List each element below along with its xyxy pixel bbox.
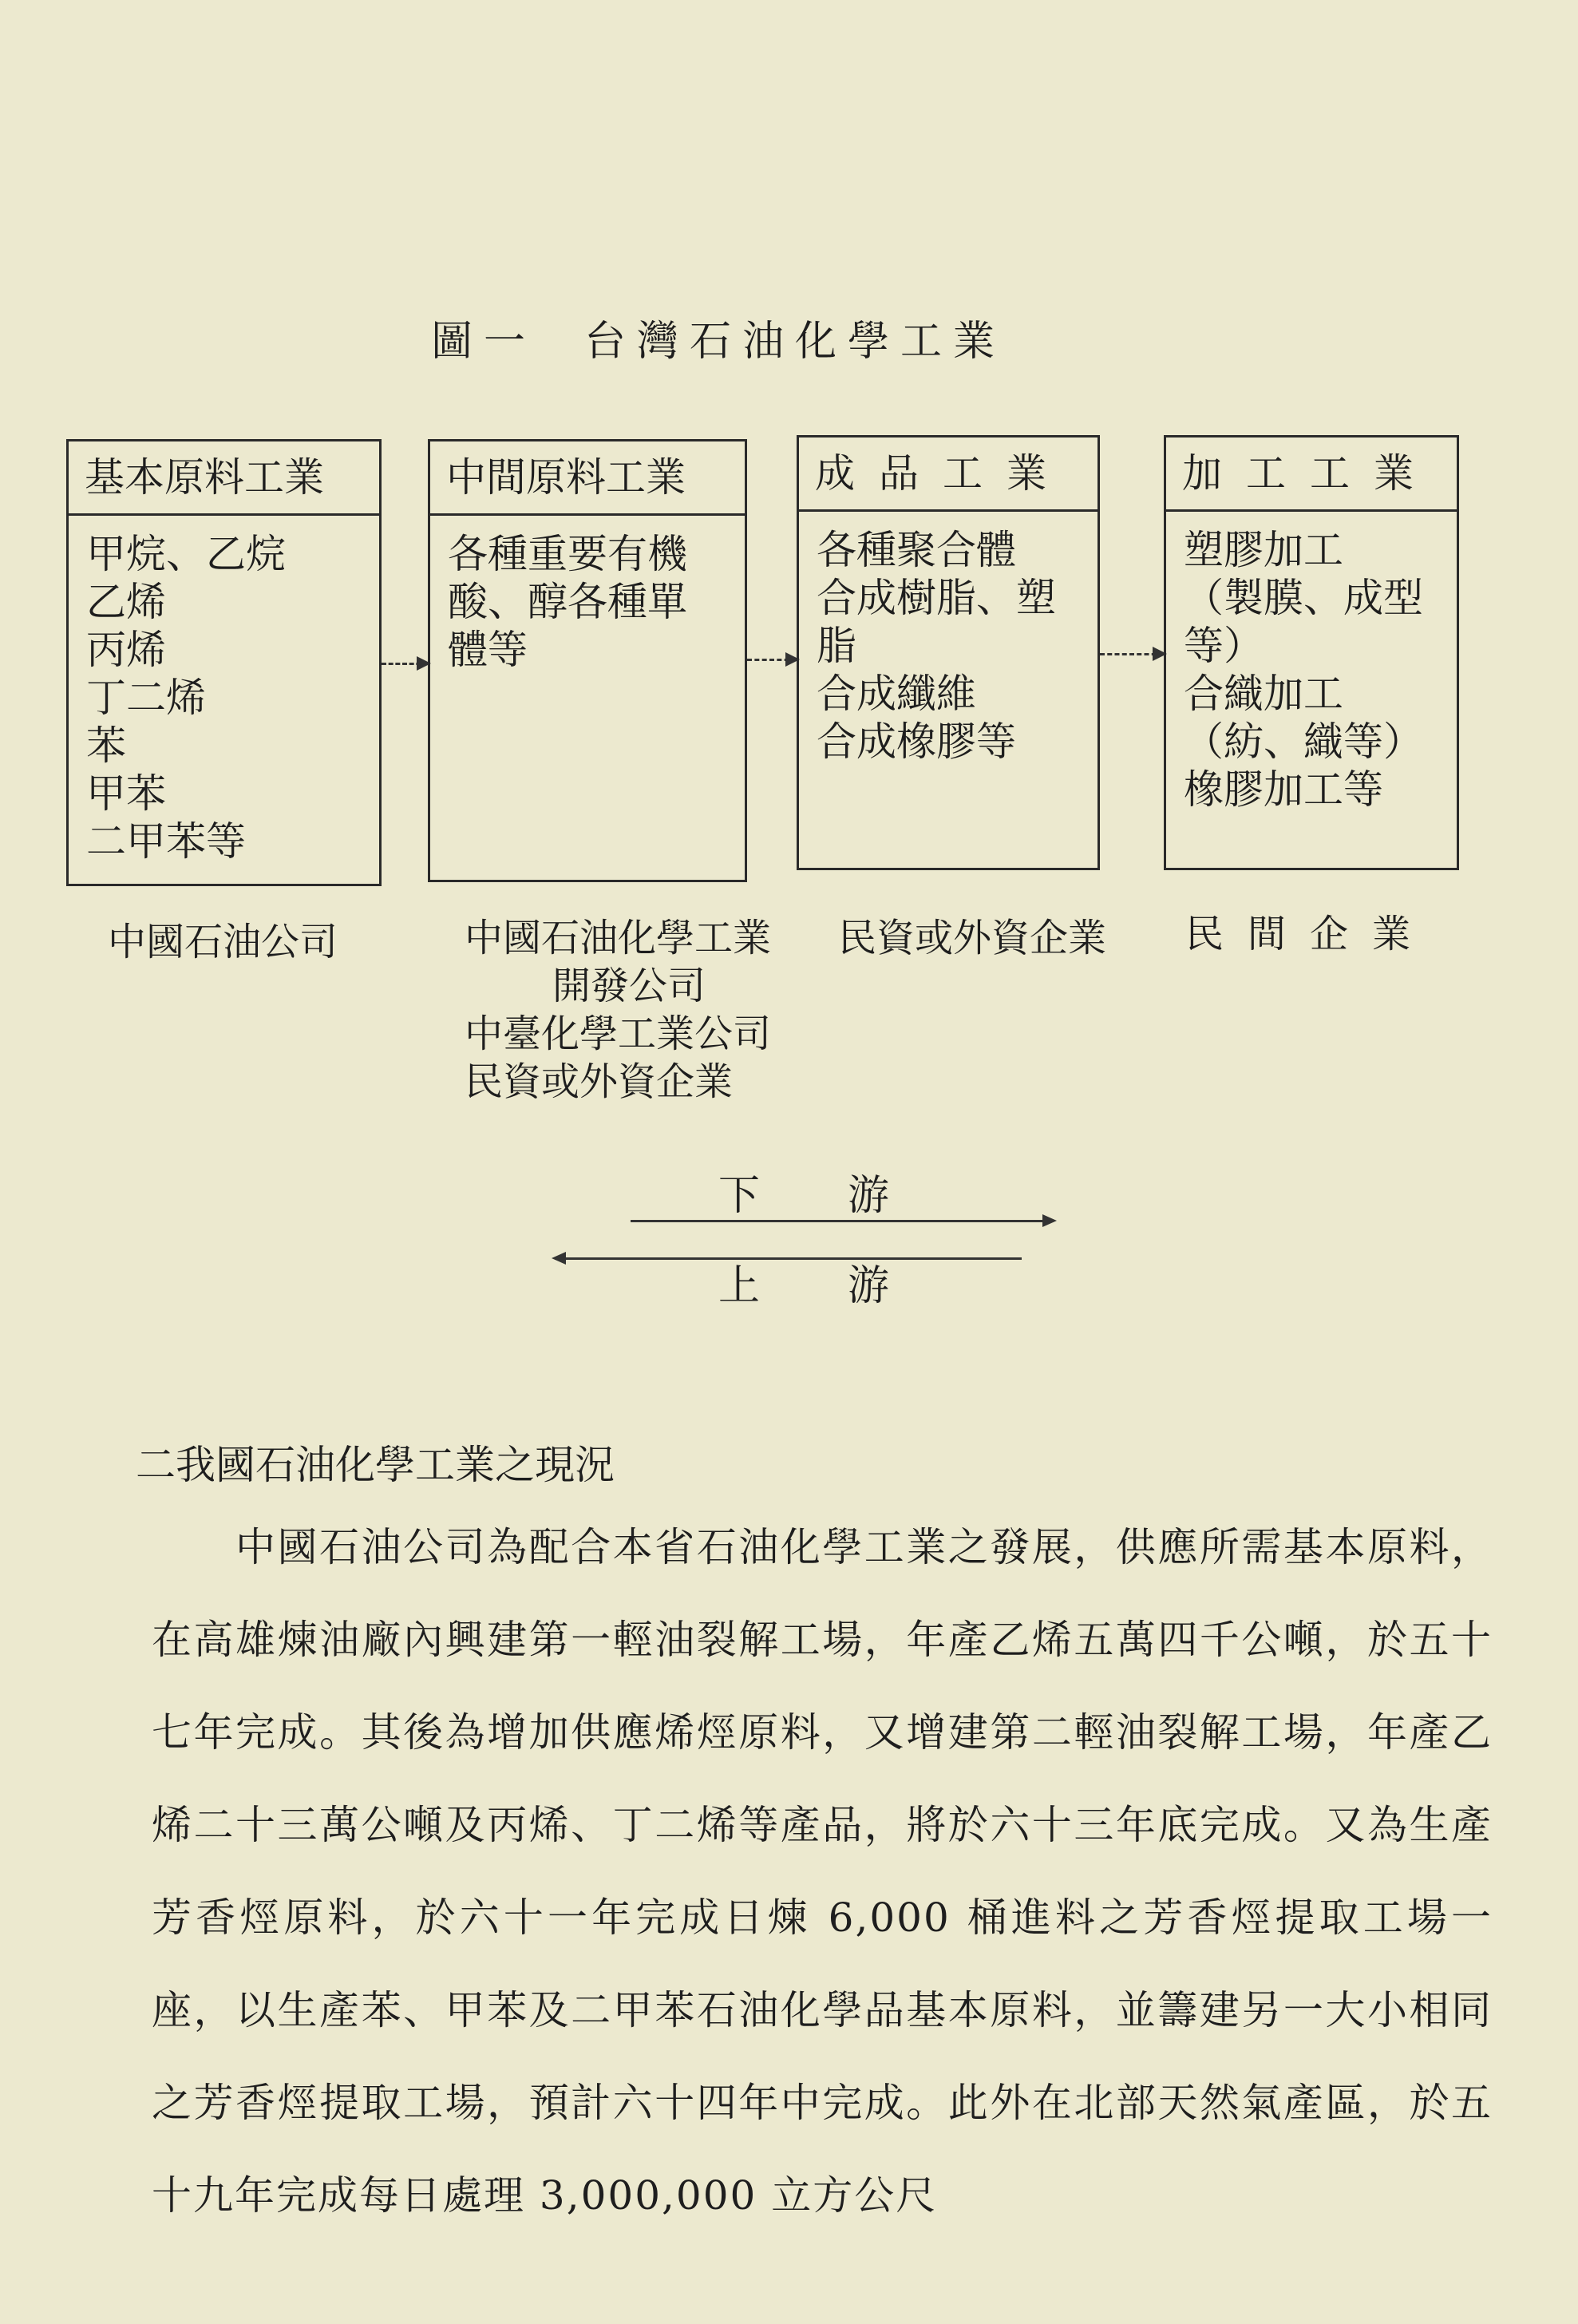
box-line: 甲苯 bbox=[86, 770, 166, 817]
box-line: 體等 bbox=[448, 627, 528, 673]
box-header: 中間原料工業 bbox=[430, 441, 745, 516]
arrow-icon bbox=[1100, 653, 1164, 655]
body-paragraph: 中國石油公司為配合本省石油化學工業之發展，供應所需基本原料，在高雄煉油廠內興建第一輕油裂解工場，年產乙烯五萬四千公噸，於五十七年完成。其後為增加供應烯烴原料，又增建第二輕油裂解工場，年產乙烯二十三萬公噸及丙烯、丁二烯等產品，將於六十三年底完成。又為生產芳香烴原料，於六十一年完成日煉 6,000 桶進料之芳香烴提取工場一座，以生產苯、甲苯及二甲苯石油化學品基本原料，並籌建另一大小相同之芳香烴提取工場，預計六十四年中完成。此外在北部天然氣產區，於五十九年完成每日處理 3,000,000 立方公尺 bbox=[152, 1524, 1493, 2219]
box-line: （紡、織等） bbox=[1184, 719, 1423, 765]
downstream-arrow-icon bbox=[631, 1220, 1054, 1222]
box-line: 各種聚合體 bbox=[817, 527, 1016, 573]
box-line: 合織加工 bbox=[1184, 671, 1343, 717]
box-intermediate-materials bbox=[428, 439, 747, 882]
figure-title bbox=[431, 307, 1149, 367]
caption-line: 民間企業 bbox=[1185, 912, 1435, 956]
box-header: 基本原料工業 bbox=[69, 441, 379, 516]
caption-intermediate bbox=[465, 914, 771, 1106]
box-line: 塑膠加工 bbox=[1184, 527, 1343, 573]
caption-line: 民資或外資企業 bbox=[465, 1059, 734, 1104]
arrow-icon bbox=[382, 663, 428, 665]
arrow-icon bbox=[747, 659, 797, 661]
box-processing bbox=[1164, 435, 1459, 870]
box-line: 各種重要有機 bbox=[448, 531, 687, 577]
caption-line: 開發公司 bbox=[552, 964, 706, 1008]
upstream-label: 上游 bbox=[718, 1262, 978, 1310]
caption-finished bbox=[838, 914, 1106, 962]
box-line: 脂 bbox=[817, 623, 856, 669]
caption-line: 民資或外資企業 bbox=[838, 916, 1107, 960]
box-line: 合成橡膠等 bbox=[817, 719, 1016, 765]
box-line: 合成纖維 bbox=[817, 671, 976, 717]
figure-number: 圖一 bbox=[431, 318, 537, 366]
box-line: 甲烷、乙烷 bbox=[86, 531, 286, 577]
box-line: 苯 bbox=[86, 723, 126, 769]
box-line: 酸、醇各種單 bbox=[448, 579, 687, 625]
box-body bbox=[799, 512, 1097, 766]
box-header: 加工工業 bbox=[1166, 437, 1457, 512]
figure-title-text: 台灣石油化學工業 bbox=[584, 318, 1007, 366]
box-line: 丙烯 bbox=[86, 627, 166, 673]
caption-basic bbox=[108, 918, 338, 966]
box-line: 丁二烯 bbox=[86, 675, 206, 721]
caption-processing bbox=[1185, 910, 1434, 958]
caption-line: 中國石油公司 bbox=[108, 920, 338, 964]
box-body bbox=[430, 516, 745, 674]
box-line: 乙烯 bbox=[86, 579, 166, 625]
box-body bbox=[69, 516, 379, 865]
box-line: 二甲苯等 bbox=[86, 818, 246, 865]
section-title: 二我國石油化學工業之現況 bbox=[136, 1442, 615, 1488]
box-body bbox=[1166, 512, 1457, 814]
box-finished-products bbox=[797, 435, 1100, 870]
caption-line: 中臺化學工業公司 bbox=[465, 1012, 772, 1056]
box-line: 等） bbox=[1184, 623, 1264, 669]
box-line: （製膜、成型 bbox=[1184, 575, 1423, 621]
caption-line: 中國石油化學工業 bbox=[465, 916, 772, 960]
box-header: 成品工業 bbox=[799, 437, 1097, 512]
box-line: 合成樹脂、塑 bbox=[817, 575, 1056, 621]
downstream-label: 下游 bbox=[718, 1172, 978, 1220]
box-line: 橡膠加工等 bbox=[1184, 766, 1383, 813]
box-basic-materials bbox=[66, 439, 382, 886]
